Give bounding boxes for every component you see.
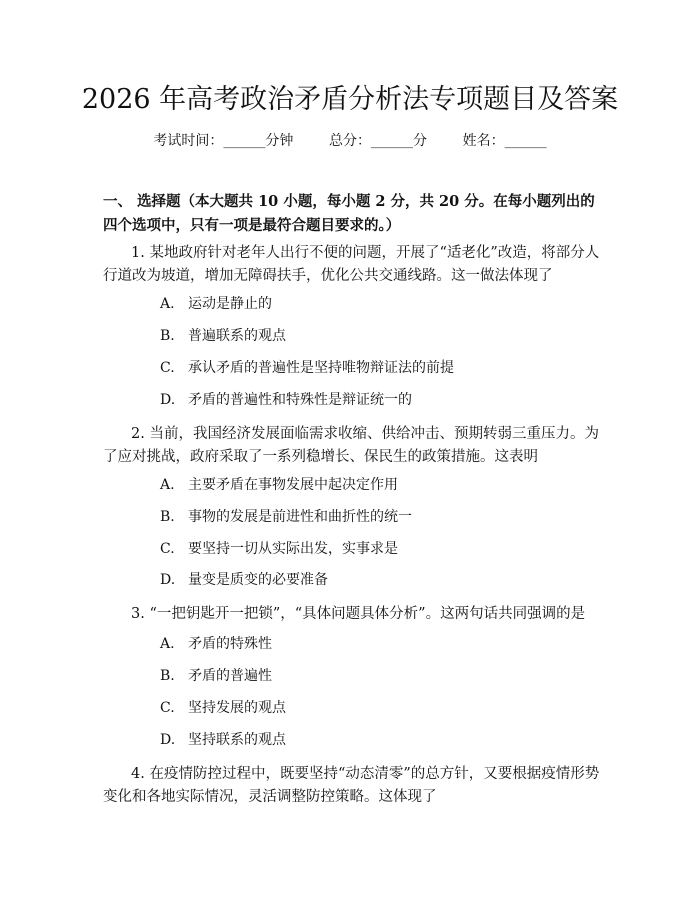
option-text: 矛盾的特殊性 xyxy=(188,636,272,652)
question-3-option-a xyxy=(160,634,580,654)
question-2-option-b xyxy=(160,507,580,527)
question-1-option-b xyxy=(160,326,580,346)
question-3-option-d xyxy=(160,730,580,750)
option-text: 坚持发展的观点 xyxy=(188,700,286,716)
option-label: B. xyxy=(160,509,175,525)
option-text: 事物的发展是前进性和曲折性的统一 xyxy=(188,509,412,525)
option-label: B. xyxy=(160,668,175,684)
question-2-option-d xyxy=(160,570,580,590)
exam-time: 考试时间：______分钟 xyxy=(153,133,294,149)
question-2-option-c xyxy=(160,539,580,559)
option-label: D. xyxy=(160,572,176,588)
option-label: A. xyxy=(160,636,175,652)
option-text: 矛盾的普遍性和特殊性是辩证统一的 xyxy=(188,392,412,408)
exam-meta xyxy=(0,131,700,151)
exam-score: 总分：______分 xyxy=(329,133,427,149)
option-text: 量变是质变的必要准备 xyxy=(188,572,328,588)
option-text: 运动是静止的 xyxy=(188,296,272,312)
option-text: 要坚持一切从实际出发，实事求是 xyxy=(188,541,398,557)
option-label: B. xyxy=(160,328,175,344)
exam-name: 姓名：______ xyxy=(462,133,547,149)
question-2-stem: 2. 当前，我国经济发展面临需求收缩、供给冲击、预期转弱三重压力。为了应对挑战，政府采取了一系列稳增长、保民生的政策措施。这表明 xyxy=(103,426,599,465)
option-text: 坚持联系的观点 xyxy=(188,732,286,748)
option-label: C. xyxy=(160,360,175,376)
option-label: D. xyxy=(160,392,176,408)
option-text: 承认矛盾的普遍性是坚持唯物辩证法的前提 xyxy=(188,360,454,376)
question-1-stem: 1. 某地政府针对老年人出行不便的问题，开展了“适老化”改造，将部分人行道改为坡道，增加无障碍扶手，优化公共交通线路。这一做法体现了 xyxy=(103,245,600,284)
section-heading: 一、 选择题（本大题共 10 小题，每小题 2 分，共 20 分。在每小题列出的四个选项中，只有一项是最符合题目要求的。） xyxy=(103,193,595,234)
question-3-option-c xyxy=(160,698,580,718)
document-title: 2026 年高考政治矛盾分析法专项题目及答案 xyxy=(81,84,619,115)
question-2-option-a xyxy=(160,475,580,495)
option-text: 矛盾的普遍性 xyxy=(188,668,272,684)
question-4-stem: 4. 在疫情防控过程中，既要坚持“动态清零”的总方针，又要根据疫情形势变化和各地实际情况，灵活调整防控策略。这体现了 xyxy=(103,766,600,805)
question-3-option-b xyxy=(160,666,580,686)
option-text: 普遍联系的观点 xyxy=(188,328,286,344)
option-label: C. xyxy=(160,700,175,716)
question-3-stem: 3. “一把钥匙开一把锁”，“具体问题具体分析”。这两句话共同强调的是 xyxy=(131,606,586,622)
option-label: C. xyxy=(160,541,175,557)
question-1-option-c xyxy=(160,358,580,378)
option-label: A. xyxy=(160,477,175,493)
option-label: D. xyxy=(160,732,176,748)
question-1-option-d xyxy=(160,390,580,410)
option-text: 主要矛盾在事物发展中起决定作用 xyxy=(188,477,398,493)
option-label: A. xyxy=(160,296,175,312)
question-1-option-a xyxy=(160,294,580,314)
